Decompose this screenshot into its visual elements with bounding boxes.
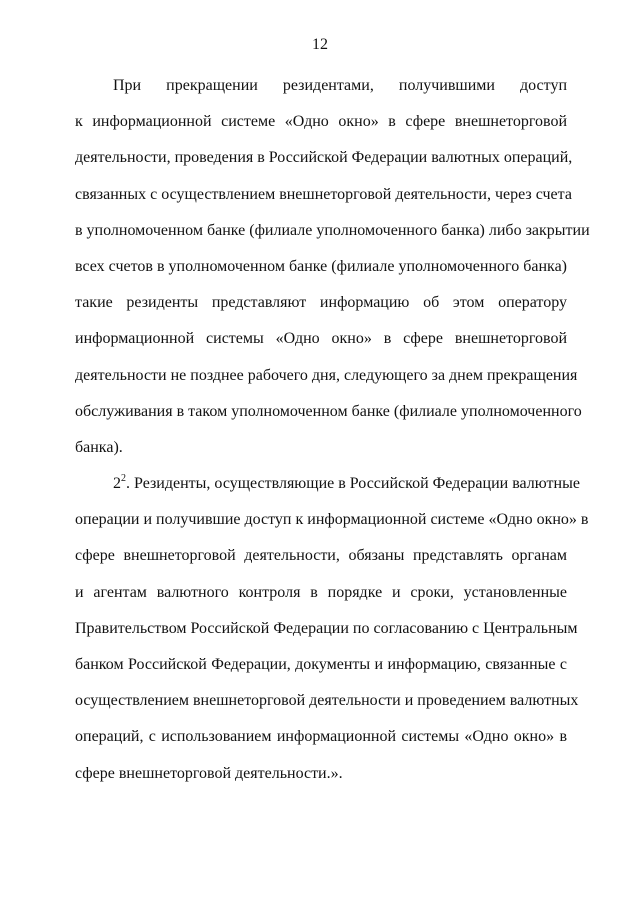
text-line: Правительством Российской Федерации по согласованию с Центральным — [75, 619, 578, 637]
text-line: сфере внешнеторговой деятельности.». — [75, 764, 343, 782]
text-line: всех счетов в уполномоченном банке (филиале уполномоченного банка) — [75, 257, 567, 275]
text-line: осуществлением внешнеторговой деятельности и проведением валютных — [75, 692, 579, 710]
paragraph-residents-notification — [75, 68, 590, 466]
clause-first-line-text: . Резиденты, осуществляющие в Российской Федерации валютные — [126, 475, 580, 492]
text-line: к информационной системе «Одно окно» в сфере внешнеторговой — [75, 113, 567, 131]
paragraph-clause-2-2 — [75, 466, 589, 792]
text-line: сфере внешнеторговой деятельности, обязаны представлять органам — [75, 547, 567, 565]
text-line: деятельности, проведения в Российской Федерации валютных операций, — [75, 149, 573, 167]
clause-number — [113, 475, 126, 492]
text-line: связанных с осуществлением внешнеторговой деятельности, через счета — [75, 185, 572, 203]
clause-number-base: 2 — [113, 475, 121, 492]
text-line: операции и получившие доступ к информационной системе «Одно окно» в — [75, 511, 589, 529]
page-number: 12 — [312, 36, 328, 53]
text-line: такие резиденты представляют информацию об этом оператору — [75, 294, 567, 312]
text-line: операций, с использованием информационной системы «Одно окно» в — [75, 728, 567, 746]
text-line: обслуживания в таком уполномоченном банке (филиале уполномоченного — [75, 402, 582, 420]
text-line: деятельности не позднее рабочего дня, следующего за днем прекращения — [75, 366, 578, 384]
text-line: и агентам валютного контроля в порядке и сроки, установленные — [75, 583, 567, 601]
text-line: банком Российской Федерации, документы и информацию, связанные с — [75, 655, 567, 673]
text-line: информационной системы «Одно окно» в сфере внешнеторговой — [75, 330, 567, 348]
text-line: При прекращении резидентами, получившими доступ — [113, 77, 567, 94]
text-line: банка). — [75, 438, 123, 456]
text-line-with-clause-number — [75, 466, 580, 502]
clause-number-superscript: 2 — [121, 473, 126, 484]
text-line: в уполномоченном банке (филиале уполномоченного банка) либо закрытии — [75, 221, 590, 239]
